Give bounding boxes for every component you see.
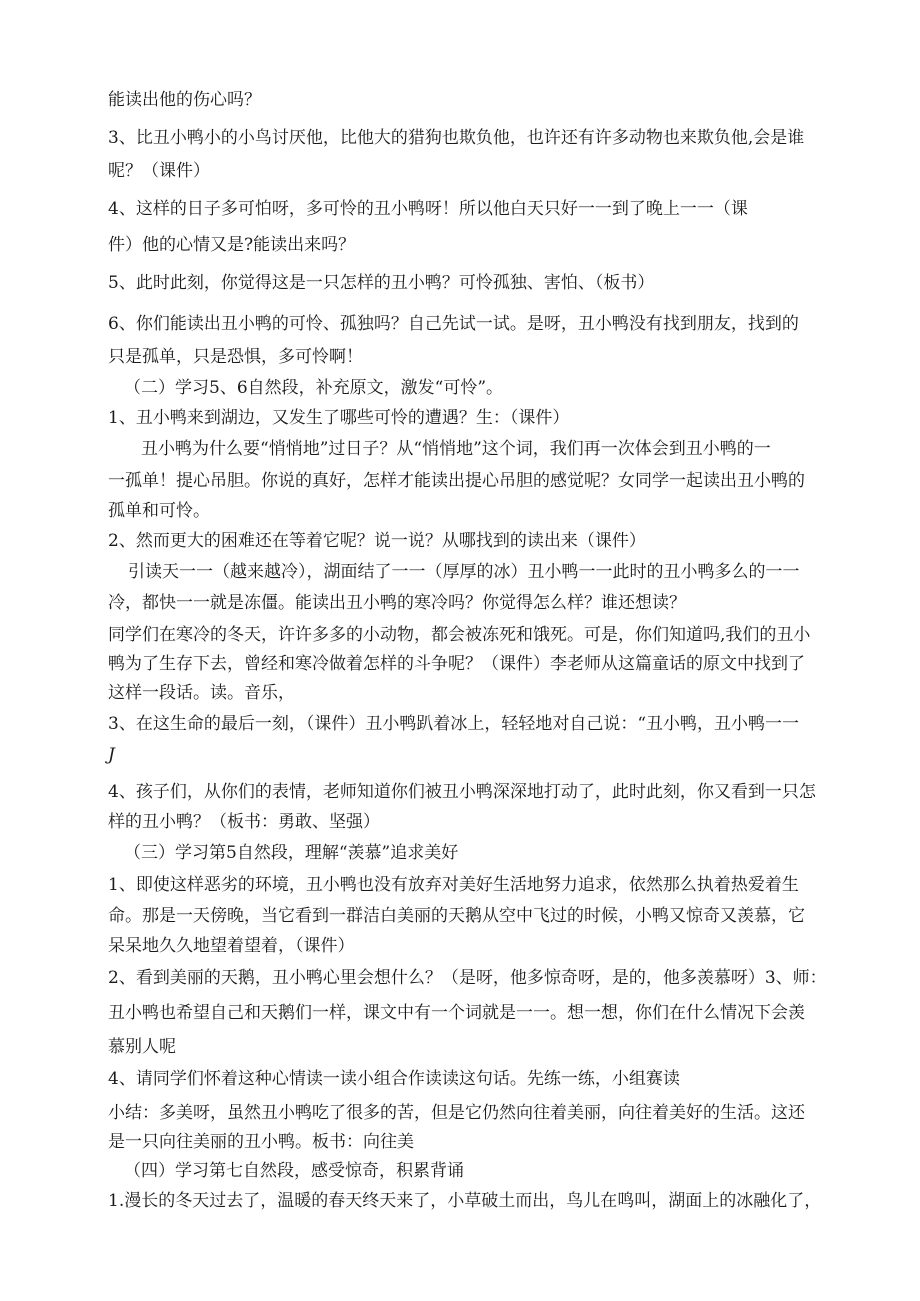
text-line: 慕别人呢 <box>108 1037 176 1057</box>
text-line: 件）他的心情又是?能读出来吗？ <box>108 235 356 255</box>
text-line: 能读出他的伤心吗？ <box>108 90 261 110</box>
text-line: 同学们在寒冷的冬天，许许多多的小动物，都会被冻死和饿死。可是，你们知道吗,我们的丑小 <box>108 625 811 645</box>
text-line: 冷，都快一一就是冻僵。能读出丑小鸭的寒冷吗？你觉得怎么样？谁还想读？ <box>108 593 686 613</box>
text-line: 呆呆地久久地望着望着，（课件） <box>108 936 355 956</box>
text-line: 鸭为了生存下去，曾经和寒冷做着怎样的斗争呢？（课件）李老师从这篇童话的原文中找到了 <box>108 654 805 674</box>
text-line: 这样一段话。读。音乐， <box>108 683 295 703</box>
text-line: 丑小鸭也希望自己和天鹅们一样，课文中有一个词就是一一。想一想，你们在什么情况下会羡 <box>108 1003 805 1023</box>
text-line: 只是孤单，只是恐惧，多可怜啊！ <box>108 347 363 367</box>
text-line: 4、这样的日子多可怕呀，多可怜的丑小鸭呀！所以他白天只好一一到了晚上一一（课 <box>108 199 748 219</box>
text-line: 是一只向往美丽的丑小鸭。板书：向往美 <box>108 1132 414 1152</box>
text-line: 4、孩子们，从你们的表情，老师知道你们被丑小鸭深深地打动了，此时此刻，你又看到一只怎 <box>108 782 816 802</box>
text-line: 样的丑小鸭？（板书：勇敢、坚强） <box>108 812 380 832</box>
text-line: 一孤单！提心吊胆。你说的真好，怎样才能读出提心吊胆的感觉呢？女同学一起读出丑小鸭的 <box>108 471 805 491</box>
text-line: 1、丑小鸭来到湖边，又发生了哪些可怜的遭遇？生：（课件） <box>108 408 570 428</box>
text-line: 引读天一一（越来越冷），湖面结了一一（厚厚的冰）丑小鸭一一此时的丑小鸭多么的一一 <box>128 562 800 582</box>
text-line: 2、看到美丽的天鹅，丑小鸭心里会想什么？（是呀，他多惊奇呀，是的，他多羡慕呀）3、师： <box>108 968 827 988</box>
text-line: 5、此时此刻，你觉得这是一只怎样的丑小鸭？可怜孤独、害怕、（板书） <box>108 273 655 293</box>
text-line: 呢？（课件） <box>108 161 210 181</box>
section-heading: （二）学习5、6自然段，补充原文，激发“可怜”。 <box>124 378 504 398</box>
text-line: 3、比丑小鸭小的小鸟讨厌他，比他大的猎狗也欺负他，也许还有许多动物也来欺负他,会是谁 <box>108 128 805 148</box>
section-heading: （三）学习第5自然段，理解“羡慕”追求美好 <box>124 843 459 863</box>
text-line: 1、即使这样恶劣的环境，丑小鸭也没有放弃对美好生活地努力追求，依然那么执着热爱着生 <box>108 875 799 895</box>
section-heading: （四）学习第七自然段，感受惊奇，积累背诵 <box>124 1161 464 1181</box>
text-line: 2、然而更大的困难还在等着它呢？说一说？从哪找到的读出来（课件） <box>108 531 646 551</box>
text-line: 孤单和可怜。 <box>108 501 210 521</box>
text-line: 3、在这生命的最后一刻，（课件）丑小鸭趴着冰上，轻轻地对自己说：“丑小鸭，丑小鸭一一 <box>108 714 800 734</box>
text-line: 4、请同学们怀着这种心情读一读小组合作读读这句话。先练一练，小组赛读 <box>108 1069 680 1089</box>
text-line: 丑小鸭为什么要“悄悄地”过日子？从“悄悄地”这个词，我们再一次体会到丑小鸭的一 <box>141 439 771 459</box>
text-line: 命。那是一天傍晚，当它看到一群洁白美丽的天鹅从空中飞过的时候，小鸭又惊奇又羡慕，它 <box>108 906 805 926</box>
text-line: 6、你们能读出丑小鸭的可怜、孤独吗？自己先试一试。是呀，丑小鸭没有找到朋友，找到的 <box>108 314 799 334</box>
text-line: 小结：多美呀，虽然丑小鸭吃了很多的苦，但是它仍然向往着美丽，向往着美好的生活。这还 <box>108 1103 805 1123</box>
text-line: 1.漫长的冬天过去了，温暖的春天终天来了，小草破土而出，鸟儿在鸣叫，湖面上的冰融化了， <box>108 1191 822 1211</box>
text-line: J <box>108 745 115 765</box>
